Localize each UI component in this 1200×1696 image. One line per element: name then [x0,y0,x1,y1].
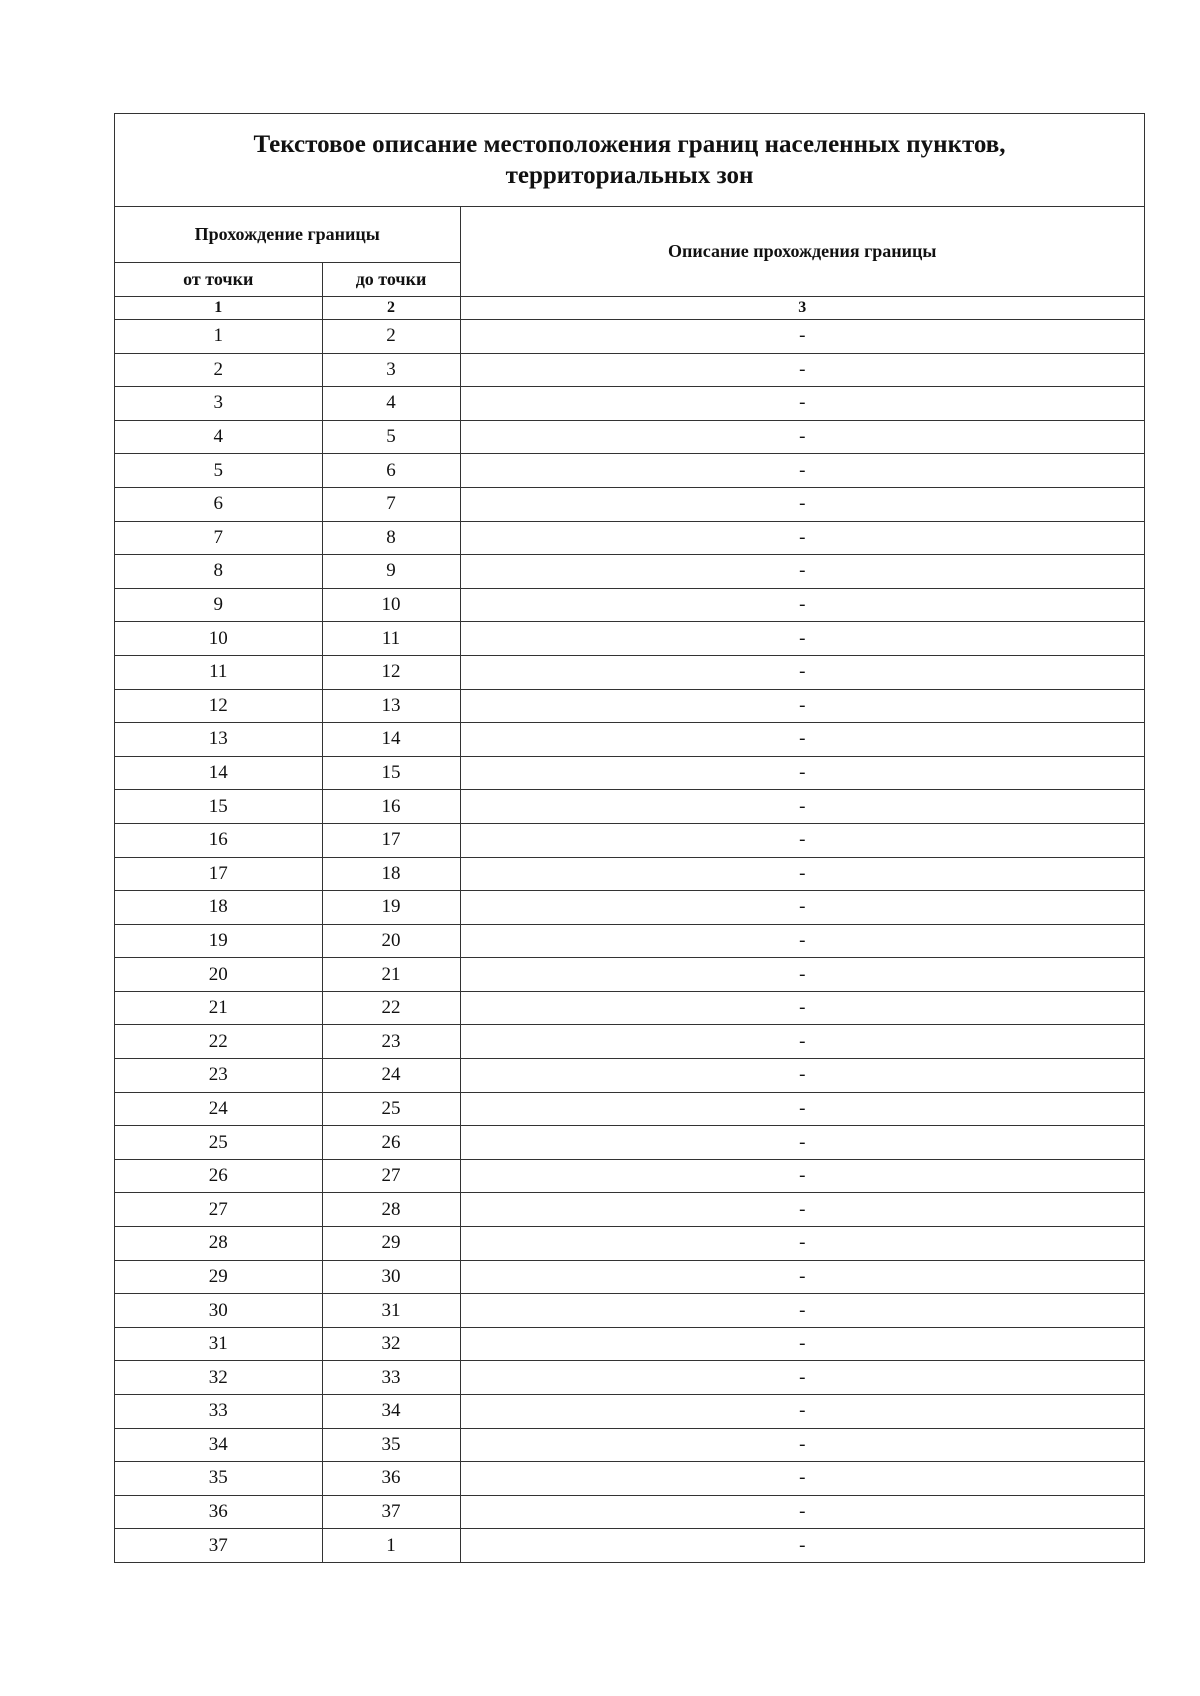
cell-description: - [460,1092,1144,1126]
table-row [115,487,1144,521]
table-row [115,353,1144,387]
cell-description: - [460,991,1144,1025]
table-row [115,588,1144,622]
title-line-1: Текстовое описание местоположения границ населенных пунктов, [253,131,1006,158]
cell-description: - [460,454,1144,488]
table-row [115,320,1144,354]
cell-from-point: 18 [115,891,322,925]
cell-to-point: 37 [322,1495,460,1529]
cell-from-point: 34 [115,1428,322,1462]
cell-to-point: 12 [322,655,460,689]
table-row [115,420,1144,454]
title-line-2: территориальных зон [505,162,754,189]
cell-description: - [460,1294,1144,1328]
table-row [115,1260,1144,1294]
table-row [115,857,1144,891]
cell-from-point: 14 [115,756,322,790]
table-row [115,1495,1144,1529]
cell-description: - [460,420,1144,454]
table-row [115,387,1144,421]
cell-to-point: 36 [322,1462,460,1496]
cell-to-point: 2 [322,320,460,354]
table-row [115,689,1144,723]
table-row [115,1025,1144,1059]
cell-description: - [460,1260,1144,1294]
cell-description: - [460,1361,1144,1395]
cell-description: - [460,1462,1144,1496]
cell-description: - [460,857,1144,891]
cell-description: - [460,924,1144,958]
cell-to-point: 29 [322,1227,460,1261]
cell-to-point: 21 [322,958,460,992]
header-col-number-2: 2 [322,297,460,320]
cell-description: - [460,387,1144,421]
cell-to-point: 15 [322,756,460,790]
cell-description: - [460,521,1144,555]
cell-from-point: 12 [115,689,322,723]
cell-description: - [460,1529,1144,1562]
cell-description: - [460,1126,1144,1160]
cell-description: - [460,622,1144,656]
cell-to-point: 35 [322,1428,460,1462]
cell-to-point: 13 [322,689,460,723]
cell-from-point: 17 [115,857,322,891]
table-row [115,1361,1144,1395]
cell-to-point: 17 [322,823,460,857]
cell-to-point: 23 [322,1025,460,1059]
cell-from-point: 35 [115,1462,322,1496]
table-row [115,1193,1144,1227]
cell-description: - [460,891,1144,925]
cell-from-point: 15 [115,790,322,824]
cell-from-point: 10 [115,622,322,656]
cell-from-point: 26 [115,1159,322,1193]
cell-from-point: 3 [115,387,322,421]
cell-to-point: 31 [322,1294,460,1328]
cell-description: - [460,588,1144,622]
cell-from-point: 24 [115,1092,322,1126]
table-row [115,1294,1144,1328]
table-row [115,891,1144,925]
cell-to-point: 5 [322,420,460,454]
table-row [115,1092,1144,1126]
cell-description: - [460,1327,1144,1361]
table-row [115,521,1144,555]
cell-to-point: 26 [322,1126,460,1160]
cell-description: - [460,1395,1144,1429]
cell-to-point: 24 [322,1059,460,1093]
cell-from-point: 27 [115,1193,322,1227]
cell-description: - [460,1193,1144,1227]
cell-from-point: 13 [115,723,322,757]
cell-to-point: 27 [322,1159,460,1193]
cell-from-point: 1 [115,320,322,354]
cell-to-point: 16 [322,790,460,824]
table-row [115,1529,1144,1562]
table-row [115,655,1144,689]
cell-from-point: 16 [115,823,322,857]
cell-description: - [460,655,1144,689]
table-row [115,454,1144,488]
table-row [115,1327,1144,1361]
cell-to-point: 10 [322,588,460,622]
header-from-point: от точки [115,263,322,297]
cell-from-point: 36 [115,1495,322,1529]
document-title [115,114,1144,207]
cell-from-point: 7 [115,521,322,555]
header-col-number-1: 1 [115,297,322,320]
cell-from-point: 30 [115,1294,322,1328]
cell-from-point: 33 [115,1395,322,1429]
cell-description: - [460,487,1144,521]
cell-description: - [460,756,1144,790]
cell-from-point: 11 [115,655,322,689]
cell-from-point: 31 [115,1327,322,1361]
table-row [115,790,1144,824]
cell-from-point: 22 [115,1025,322,1059]
cell-to-point: 6 [322,454,460,488]
cell-from-point: 29 [115,1260,322,1294]
table-row [115,1059,1144,1093]
cell-to-point: 28 [322,1193,460,1227]
header-col-number-3: 3 [460,297,1144,320]
cell-to-point: 3 [322,353,460,387]
cell-to-point: 11 [322,622,460,656]
cell-to-point: 14 [322,723,460,757]
table-body [115,320,1144,1562]
table-row [115,723,1144,757]
cell-description: - [460,320,1144,354]
cell-description: - [460,689,1144,723]
table-row [115,991,1144,1025]
table-row [115,1227,1144,1261]
table-row [115,1428,1144,1462]
cell-description: - [460,1428,1144,1462]
boundary-table [115,207,1144,1562]
cell-to-point: 7 [322,487,460,521]
cell-to-point: 8 [322,521,460,555]
cell-from-point: 23 [115,1059,322,1093]
cell-to-point: 22 [322,991,460,1025]
cell-description: - [460,1159,1144,1193]
cell-to-point: 4 [322,387,460,421]
cell-to-point: 1 [322,1529,460,1562]
header-passage: Прохождение границы [115,207,460,263]
cell-description: - [460,555,1144,589]
cell-description: - [460,1059,1144,1093]
table-row [115,1395,1144,1429]
cell-description: - [460,353,1144,387]
table-row [115,1126,1144,1160]
cell-from-point: 4 [115,420,322,454]
cell-to-point: 20 [322,924,460,958]
cell-from-point: 5 [115,454,322,488]
cell-to-point: 33 [322,1361,460,1395]
cell-description: - [460,790,1144,824]
cell-from-point: 21 [115,991,322,1025]
cell-from-point: 32 [115,1361,322,1395]
cell-from-point: 28 [115,1227,322,1261]
header-description: Описание прохождения границы [460,207,1144,297]
cell-from-point: 19 [115,924,322,958]
table-row [115,756,1144,790]
table-row [115,924,1144,958]
cell-description: - [460,723,1144,757]
cell-description: - [460,1495,1144,1529]
table-row [115,555,1144,589]
cell-description: - [460,1025,1144,1059]
table-row [115,958,1144,992]
cell-from-point: 37 [115,1529,322,1562]
cell-to-point: 19 [322,891,460,925]
cell-to-point: 25 [322,1092,460,1126]
table-row [115,1159,1144,1193]
cell-to-point: 9 [322,555,460,589]
cell-description: - [460,823,1144,857]
cell-from-point: 20 [115,958,322,992]
cell-to-point: 32 [322,1327,460,1361]
cell-to-point: 18 [322,857,460,891]
header-to-point: до точки [322,263,460,297]
cell-to-point: 34 [322,1395,460,1429]
cell-from-point: 6 [115,487,322,521]
table-row [115,1462,1144,1496]
cell-description: - [460,958,1144,992]
table-row [115,823,1144,857]
cell-from-point: 8 [115,555,322,589]
table-row [115,622,1144,656]
boundary-table-sheet [114,113,1145,1563]
cell-from-point: 9 [115,588,322,622]
cell-description: - [460,1227,1144,1261]
cell-to-point: 30 [322,1260,460,1294]
cell-from-point: 25 [115,1126,322,1160]
cell-from-point: 2 [115,353,322,387]
